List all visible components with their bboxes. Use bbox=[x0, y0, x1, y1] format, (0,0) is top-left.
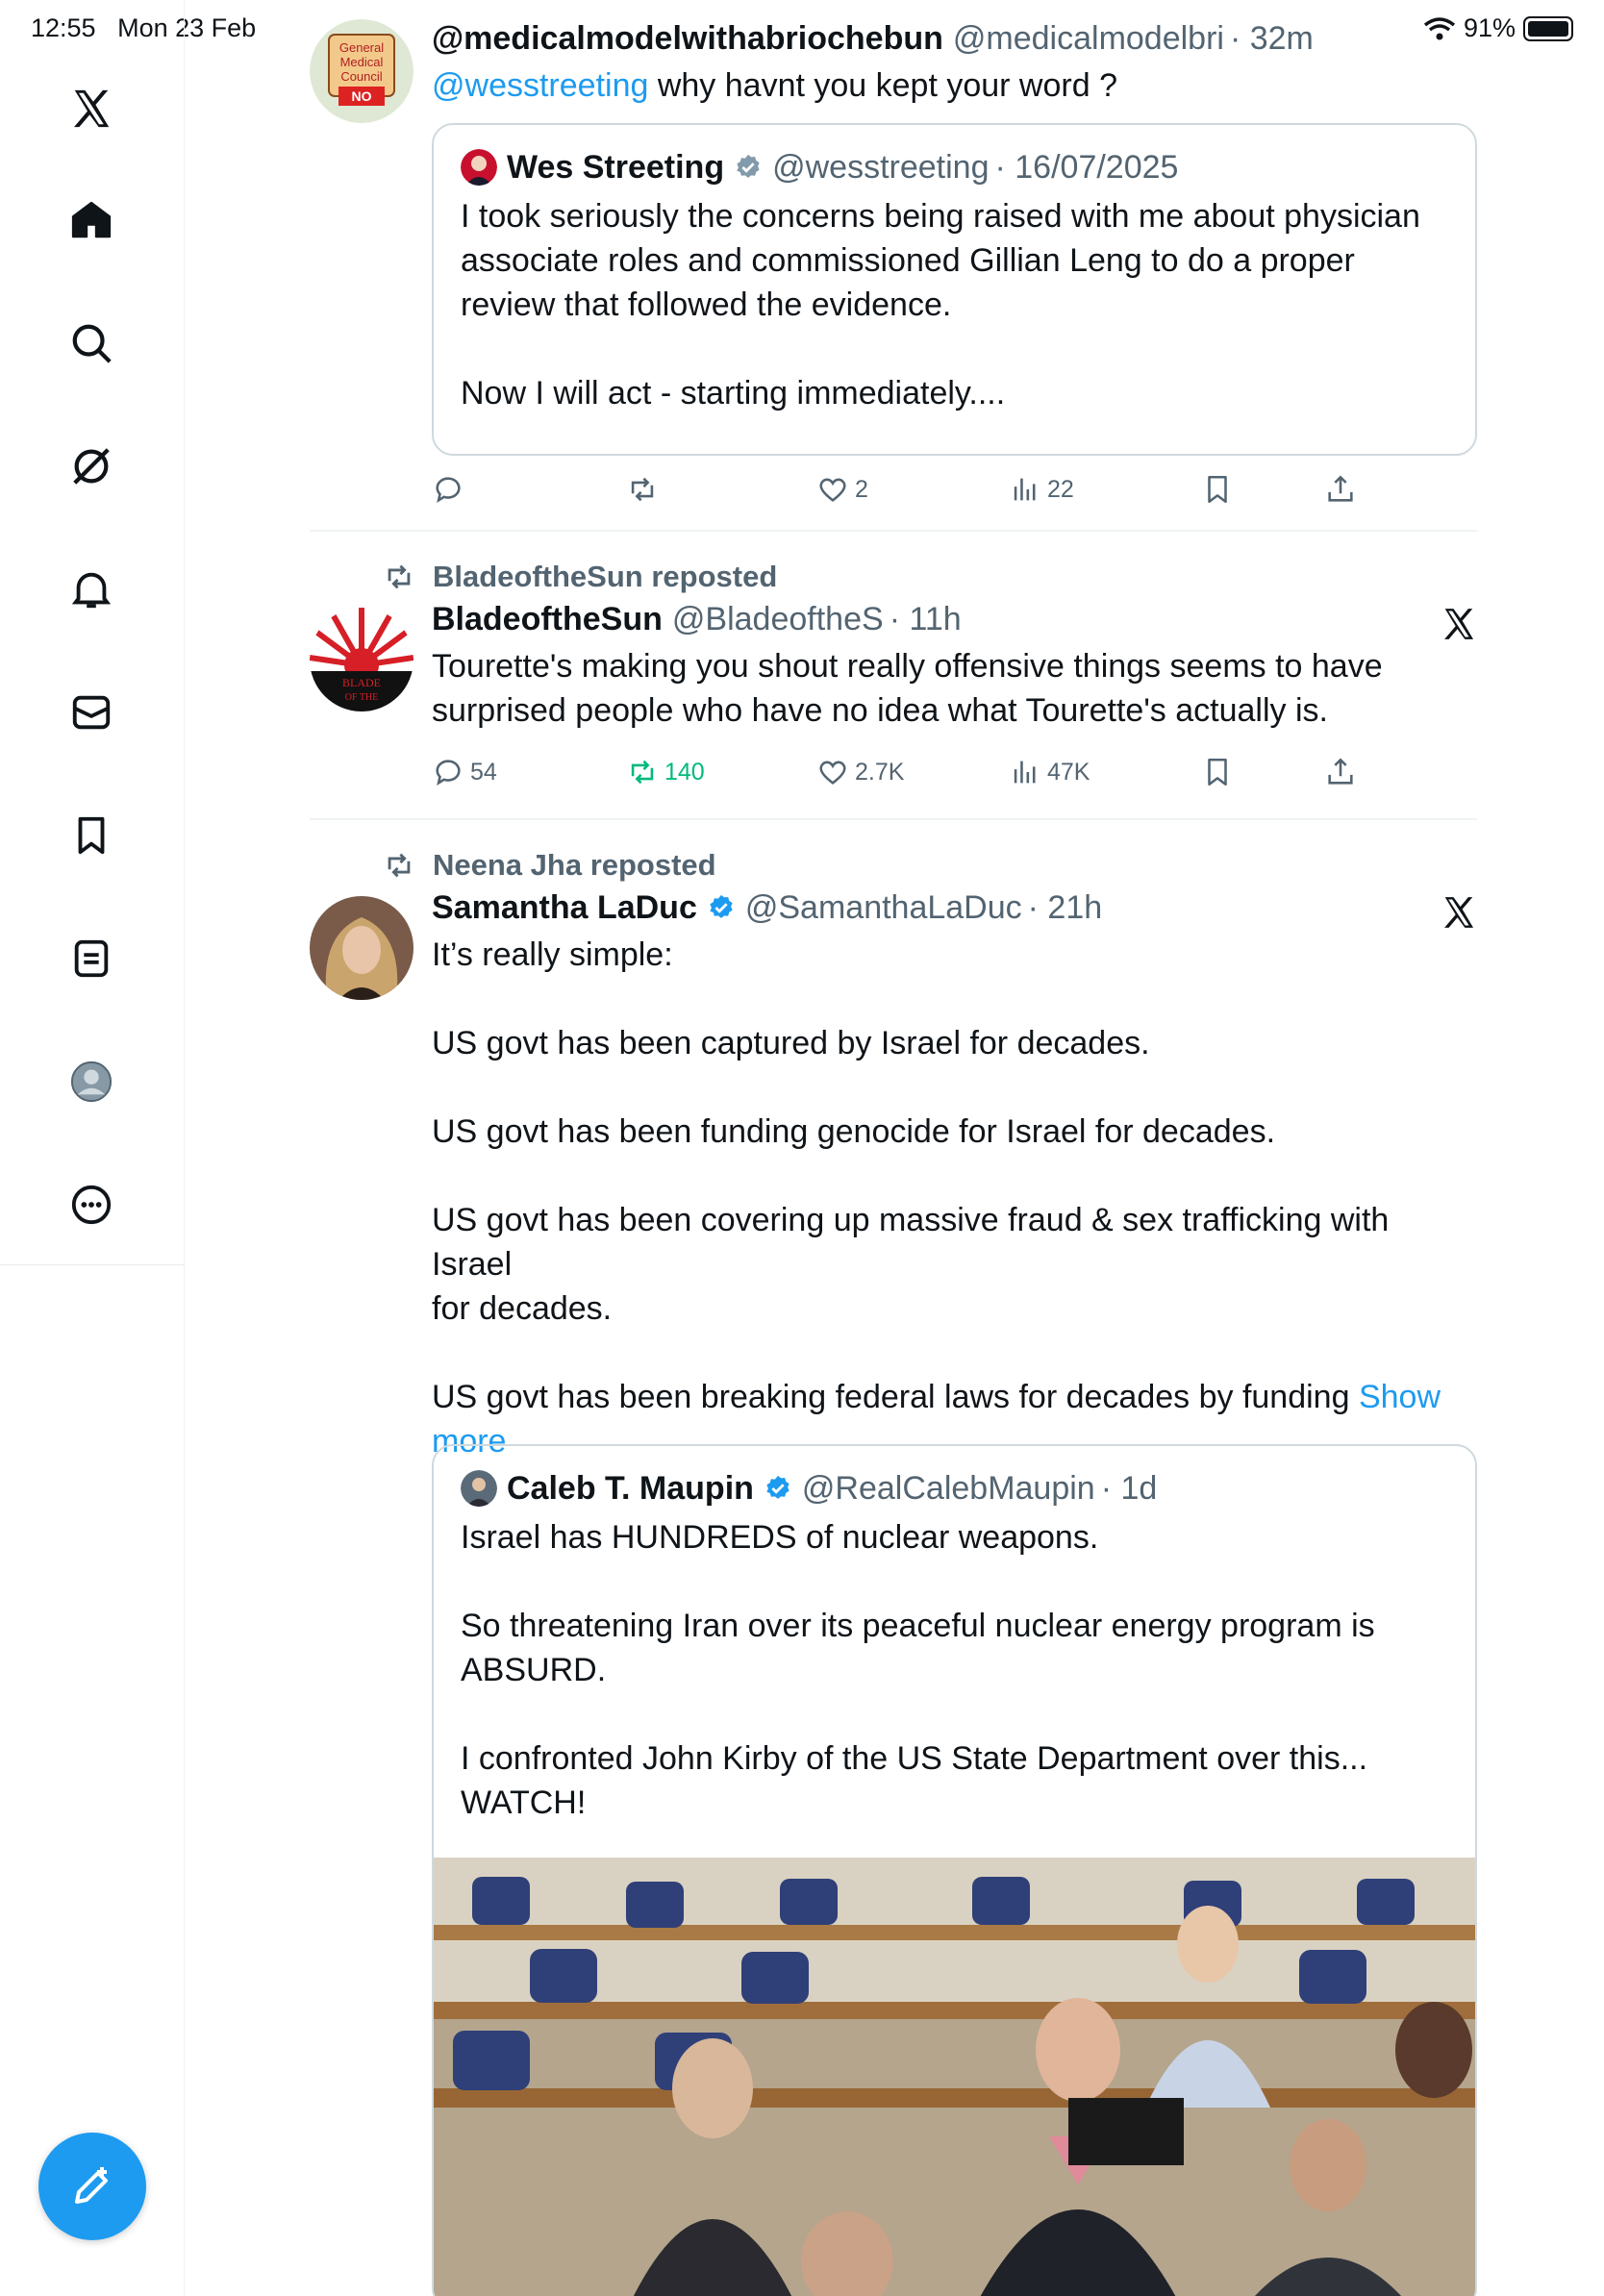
author-name[interactable]: BladeoftheSun bbox=[432, 601, 663, 637]
reply-icon bbox=[432, 473, 464, 506]
battery-percent: 91% bbox=[1463, 13, 1516, 42]
tweet-text bbox=[432, 933, 1477, 1463]
verified-gray-icon bbox=[734, 153, 763, 182]
tweet-divider bbox=[310, 818, 1477, 820]
video-still-image bbox=[434, 1858, 1477, 2296]
sidebar bbox=[0, 0, 185, 2296]
bookmarks-icon[interactable] bbox=[63, 808, 119, 863]
tweet-header bbox=[432, 598, 1477, 640]
quote-author-handle: @wesstreeting bbox=[772, 149, 990, 186]
quote-line: WATCH! bbox=[461, 1784, 587, 1821]
tweet-time[interactable]: · 11h bbox=[889, 601, 962, 637]
bookmark-button[interactable] bbox=[1201, 473, 1234, 506]
quote-line: Now I will act - starting immediately.... bbox=[461, 375, 1006, 412]
tweet-header bbox=[432, 17, 1477, 60]
share-button[interactable] bbox=[1324, 473, 1357, 506]
reply-icon bbox=[432, 756, 464, 788]
verified-icon bbox=[764, 1474, 792, 1503]
profile-icon[interactable] bbox=[63, 1054, 119, 1110]
repost-button[interactable] bbox=[626, 473, 664, 506]
bookmark-icon bbox=[1201, 473, 1234, 506]
repost-button[interactable]: 140 bbox=[626, 756, 705, 788]
tweet-divider bbox=[310, 530, 1477, 532]
quote-text bbox=[461, 194, 1448, 415]
quote-line: associate roles and commissioned Gillian Leng to do a proper bbox=[461, 242, 1355, 279]
views-button[interactable]: 22 bbox=[1009, 473, 1074, 506]
svg-text:OF THE: OF THE bbox=[344, 692, 379, 703]
messages-icon[interactable] bbox=[63, 685, 119, 740]
mention-link[interactable]: @wesstreeting bbox=[432, 67, 649, 104]
quote-time: · 16/07/2025 bbox=[994, 149, 1179, 186]
quote-time: · 1d bbox=[1100, 1470, 1158, 1507]
notifications-icon[interactable] bbox=[63, 562, 119, 617]
search-icon[interactable] bbox=[63, 315, 119, 371]
quote-line: Israel has HUNDREDS of nuclear weapons. bbox=[461, 1519, 1099, 1556]
tweet-text-body: why havnt you kept your word ? bbox=[657, 67, 1117, 104]
tweet[interactable] bbox=[310, 17, 1477, 527]
repost-icon bbox=[383, 561, 415, 593]
heart-icon bbox=[816, 473, 849, 506]
battery-icon bbox=[1523, 16, 1573, 41]
tweet-line: It’s really simple: bbox=[432, 936, 673, 973]
quote-line: ABSURD. bbox=[461, 1652, 607, 1688]
svg-text:Council: Council bbox=[340, 69, 383, 84]
like-button[interactable]: 2.7K bbox=[816, 756, 904, 788]
show-more-link[interactable]: Show bbox=[1358, 1379, 1441, 1415]
tweet-actions bbox=[432, 756, 1374, 804]
share-button[interactable] bbox=[1324, 756, 1357, 788]
verified-icon bbox=[707, 893, 736, 922]
tweet-line: US govt has been funding genocide for Israel for decades. bbox=[432, 1113, 1276, 1150]
tweet-text bbox=[432, 644, 1477, 733]
author-handle[interactable]: @SamanthaLaDuc bbox=[744, 889, 1022, 926]
tweet-text bbox=[432, 63, 1477, 108]
bookmark-button[interactable] bbox=[1201, 756, 1234, 788]
repost-icon bbox=[383, 849, 415, 882]
tweet-actions bbox=[432, 473, 1374, 521]
quote-avatar bbox=[461, 149, 497, 186]
author-handle[interactable]: @BladeoftheS bbox=[671, 601, 884, 637]
like-button[interactable]: 2 bbox=[816, 473, 868, 506]
tweet-line: US govt has been breaking federal laws for decades by funding Show bbox=[432, 1379, 1441, 1415]
svg-text:BLADE: BLADE bbox=[342, 676, 381, 689]
x-logo-icon bbox=[1441, 606, 1477, 642]
lists-icon[interactable] bbox=[63, 931, 119, 986]
repost-icon bbox=[626, 756, 659, 788]
quote-line: I confronted John Kirby of the US State Department over this... bbox=[461, 1740, 1368, 1777]
heart-icon bbox=[816, 756, 849, 788]
reply-button[interactable]: 54 bbox=[432, 756, 497, 788]
quote-line: review that followed the evidence. bbox=[461, 287, 952, 323]
quote-avatar bbox=[461, 1470, 497, 1507]
repost-icon bbox=[626, 473, 659, 506]
repost-indicator[interactable]: Neena Jha reposted bbox=[383, 848, 716, 883]
grok-icon[interactable] bbox=[63, 438, 119, 494]
quote-header bbox=[461, 146, 1448, 188]
quote-author-name: Caleb T. Maupin bbox=[507, 1470, 754, 1507]
tweet[interactable] bbox=[310, 598, 1477, 819]
quoted-tweet[interactable] bbox=[432, 1444, 1477, 2296]
repost-indicator[interactable]: BladeoftheSun reposted bbox=[383, 560, 777, 594]
tweet-line: surprised people who have no idea what Tourette's actually is. bbox=[432, 692, 1328, 729]
tweet-line: US govt has been captured by Israel for decades. bbox=[432, 1025, 1150, 1061]
video-thumbnail[interactable] bbox=[434, 1858, 1477, 2296]
author-handle[interactable]: @medicalmodelbri bbox=[952, 20, 1224, 57]
more-icon[interactable] bbox=[63, 1177, 119, 1233]
home-icon[interactable] bbox=[63, 192, 119, 248]
svg-text:NO: NO bbox=[351, 88, 372, 104]
author-name[interactable]: Samantha LaDuc bbox=[432, 889, 697, 926]
status-time: 12:55 Mon 23 Feb bbox=[31, 13, 257, 42]
compose-button[interactable] bbox=[38, 2133, 146, 2240]
avatar[interactable] bbox=[310, 608, 414, 711]
x-logo-icon[interactable] bbox=[63, 81, 119, 137]
share-icon bbox=[1324, 473, 1357, 506]
tweet-line: Tourette's making you shout really offensive things seems to have bbox=[432, 648, 1383, 685]
quote-line: I took seriously the concerns being raised with me about physician bbox=[461, 198, 1420, 235]
views-icon bbox=[1009, 473, 1041, 506]
views-button[interactable]: 47K bbox=[1009, 756, 1090, 788]
bookmark-icon bbox=[1201, 756, 1234, 788]
quote-line: So threatening Iran over its peaceful nuclear energy program is bbox=[461, 1608, 1375, 1644]
tweet-line: US govt has been covering up massive fraud & sex trafficking with Israel bbox=[432, 1202, 1390, 1283]
show-more-link-cont[interactable]: more bbox=[432, 1423, 507, 1460]
sidebar-divider bbox=[0, 1264, 185, 1265]
reply-button[interactable] bbox=[432, 473, 470, 506]
views-icon bbox=[1009, 756, 1041, 788]
x-logo-icon bbox=[1441, 894, 1477, 931]
tweet-time[interactable]: · 21h bbox=[1027, 889, 1103, 926]
avatar[interactable] bbox=[310, 19, 414, 123]
tweet[interactable] bbox=[310, 886, 1477, 2296]
compose-icon bbox=[69, 2163, 115, 2209]
svg-text:Medical: Medical bbox=[339, 55, 384, 69]
quote-line-blank bbox=[461, 327, 1448, 371]
share-icon bbox=[1324, 756, 1357, 788]
tweet-line: for decades. bbox=[432, 1290, 613, 1327]
quote-header bbox=[461, 1467, 1448, 1510]
author-name[interactable]: @medicalmodelwithabriochebun bbox=[432, 20, 943, 57]
quoted-tweet[interactable] bbox=[432, 123, 1477, 456]
quote-author-name: Wes Streeting bbox=[507, 149, 725, 186]
quote-author-handle: @RealCalebMaupin bbox=[801, 1470, 1095, 1507]
quote-text bbox=[461, 1515, 1448, 1825]
svg-text:General: General bbox=[338, 40, 385, 55]
tweet-header bbox=[432, 886, 1477, 929]
avatar[interactable] bbox=[310, 896, 414, 1000]
tweet-time[interactable]: · 32m bbox=[1229, 20, 1314, 57]
